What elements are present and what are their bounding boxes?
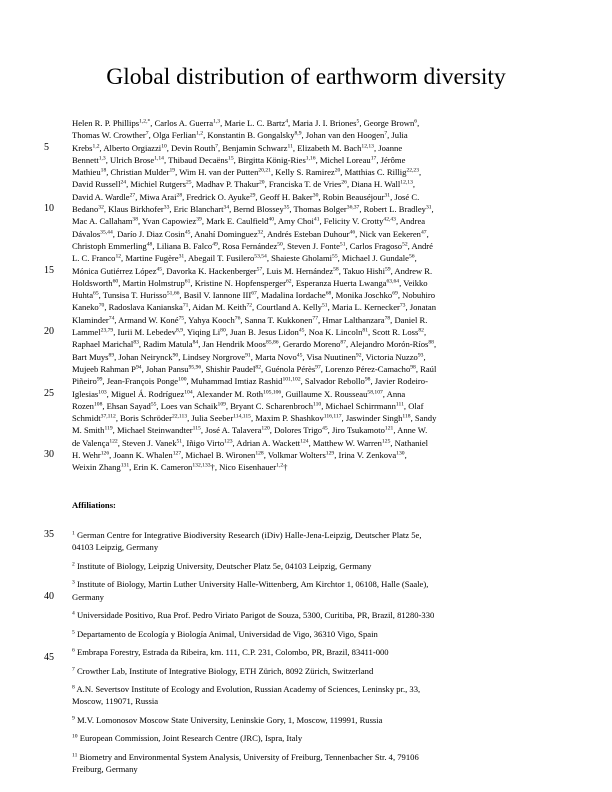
author-line: M. Smith$^{119}$, Michael Steinwandter$^{115}$, José A. Talavera$^{120}$, Dolores Trigo$^{45}$, Jiro Tsukamoto$^{121}$, Anne W. xyxy=(72,425,428,436)
affiliation-entry xyxy=(72,646,560,658)
author-line: Holdsworth$^{60}$, Martin Holmstrup$^{61}$, Kristine N. Hopfensperger$^{62}$, Esperanza Huerta Lwanga$^{63,64}$, Veikko xyxy=(72,277,428,288)
line-number: 25 xyxy=(44,387,54,399)
affiliation-line: $^9$ M.V. Lomonosov Moscow State University, Leninskie Gory, 1, Moscow, 119991, Russia xyxy=(72,714,383,725)
author-line: H. Wehr$^{126}$, Joann K. Whalen$^{127}$, Michael B. Wironen$^{128}$, Volkmar Wolters$^{129}$, Irina V. Zenkova$^{130}$, xyxy=(72,450,407,461)
author-line: David A. Wardle$^{27}$, Miwa Arai$^{28}$, Fredrick O. Ayuke$^{29}$, Geoff H. Baker$^{30}$, Robin Beauséjour$^{31}$, José C. xyxy=(72,191,420,202)
author-line: Bart Muys$^{89}$, Johan Neirynck$^{90}$, Lindsey Norgrove$^{91}$, Marta Novo$^{45}$, Visa Nuutinen$^{92}$, Victoria Nuzzo$^{93}$, xyxy=(72,351,426,362)
affiliation-line: $^5$ Departamento de Ecología y Biología Animal, Universidad de Vigo, 36310 Vigo, Spain xyxy=(72,628,378,639)
affiliation-line: Germany xyxy=(72,591,104,602)
affiliation-line: $^{10}$ European Commission, Joint Research Centre (JRC), Ispra, Italy xyxy=(72,733,303,744)
affiliation-list xyxy=(72,529,560,775)
author-line: de Valença$^{122}$, Steven J. Vanek$^{51}$, Iñigo Virto$^{123}$, Adrian A. Wackett$^{124}$, Matthew W. Warren$^{125}$, Nathaniel xyxy=(72,437,429,448)
author-line: Lammel$^{23,79}$, Iurii M. Lebedev$^{8,9}$, Yiqing Li$^{80}$, Juan B. Jesus Lidon$^{45}$, Noa K. Lincoln$^{81}$, Scott R. Loss$^{82}$, xyxy=(72,327,427,338)
affiliation-entry xyxy=(72,714,560,726)
author-line: David Russell$^{24}$, Michiel Rutgers$^{25}$, Madhav P. Thakur$^{20}$, Franciska T. de Vries$^{26}$, Diana H. Wall$^{12,13}$, xyxy=(72,179,416,190)
affiliation-line: 04103 Leipzig, Germany xyxy=(72,542,159,553)
author-line: Mac A. Callaham$^{38}$, Yvan Capowiez$^{39}$, Mark E. Caulfield$^{40}$, Amy Choi$^{41}$, Felicity V. Crotty$^{42,43}$, Andrea xyxy=(72,216,426,227)
line-number: 35 xyxy=(44,529,54,540)
author-line: Christoph Emmerling$^{48}$, Liliana B. Falco$^{49}$, Rosa Fernández$^{50}$, Steven J. Fonte$^{51}$, Carlos Fragoso$^{52}$, André xyxy=(72,240,433,251)
line-number: 30 xyxy=(44,449,54,461)
affiliation-entry xyxy=(72,732,560,744)
affiliation-line: $^3$ Institute of Biology, Martin Luther University Halle-Wittenberg, Am Kirchtor 1, 06108, Halle (Saale), xyxy=(72,579,429,590)
affiliation-line: $^1$ German Centre for Integrative Biodiversity Research (iDiv) Halle-Jena-Leipzig, Deutscher Platz 5e, xyxy=(72,530,422,540)
author-line: Huhta$^{65}$, Tunsisa T. Hurisso$^{51,66}$, Basil V. Iannone III$^{67}$, Madalina Iordache$^{68}$, Monika Joschko$^{69}$, Nobuhiro xyxy=(72,290,436,301)
affiliation-entry xyxy=(72,529,560,554)
author-line: Rozen$^{108}$, Ehsan Sayad$^{55}$, Loes van Schaik$^{109}$, Bryant C. Scharenbroch$^{110}$, Michael Schirrmann$^{111}$, Olaf xyxy=(72,400,424,411)
line-number: 20 xyxy=(44,326,54,338)
author-line: Helen R. P. Phillips$^{1,2,*}$, Carlos A. Guerra$^{1,3}$, Marie L. C. Bartz$^4$, Maria J. I. Briones$^5$, George Brown$^6$, xyxy=(72,118,420,128)
affiliation-line: $^6$ Embrapa Forestry, Estrada da Ribeira, km. 111, C.P. 231, Colombo, PR, Brazil, 83411-000 xyxy=(72,647,389,658)
author-line: Piñeiro$^{99}$, Jean-François Ponge$^{100}$, Muhammad Imtiaz Rashid$^{101,102}$, Salvador Rebollo$^{98}$, Javier Rodeiro- xyxy=(72,376,428,387)
affiliation-line: $^8$ A.N. Severtsov Institute of Ecology and Evolution, Russian Academy of Sciences, Leninsky pr., 33, xyxy=(72,683,421,694)
author-line: Thomas W. Crowther$^7$, Olga Ferlian$^{1,2}$, Konstantin B. Gongalsky$^{8,9}$, Johan van den Hoogen$^7$, Julia xyxy=(72,130,408,141)
author-line: Weixin Zhang$^{131}$, Erin K. Cameron$^{132,133}$†, Nico Eisenhauer$^{1,2}$† xyxy=(72,462,288,473)
affiliation-line: $^7$ Crowther Lab, Institute of Integrative Biology, ETH Zürich, 8092 Zürich, Switzerland xyxy=(72,665,374,676)
author-line: Bedano$^{32}$, Klaus Birkhofer$^{33}$, Eric Blanchart$^{34}$, Bernd Blossey$^{35}$, Thomas Bolger$^{36,37}$, Robert L. Bradley$^{31}$, xyxy=(72,204,434,215)
line-number: 5 xyxy=(44,141,49,153)
affiliation-line: Moscow, 119071, Russia xyxy=(72,696,159,707)
affiliation-entry xyxy=(72,751,560,776)
author-list xyxy=(72,117,560,474)
author-line: Dávalos$^{35,44}$, Darío J. Diaz Cosin$^{45}$, Anahí Dominguez$^{32}$, Andrés Esteban Duhour$^{46}$, Nick van Eekeren$^{47}$, xyxy=(72,228,429,239)
affiliation-line: $^2$ Institute of Biology, Leipzig University, Deutscher Platz 5e, 04103 Leipzig, Germany xyxy=(72,560,372,571)
author-line: Iglesias$^{103}$, Miguel Á. Rodríguez$^{104}$, Alexander M. Roth$^{105,106}$, Guillaume X. Rousseau$^{58,107}$, Anna xyxy=(72,388,406,399)
affiliation-line: Freiburg, Germany xyxy=(72,764,138,775)
line-number: 15 xyxy=(44,264,54,276)
author-line: Klaminder$^{74}$, Armand W. Koné$^{75}$, Yahya Kooch$^{76}$, Sanna T. Kukkonen$^{77}$, Hmar Lalthanzara$^{78}$, Daniel R. xyxy=(72,314,428,325)
line-number: 40 xyxy=(44,590,54,602)
affiliation-line: $^4$ Universidade Positivo, Rua Prof. Pedro Viriato Parigot de Souza, 5300, Curitiba, PR, Brazil, 81280-330 xyxy=(72,610,435,621)
author-line: L. C. Franco$^{12}$, Martine Fugère$^{31}$, Abegail T. Fusilero$^{53,54}$, Shaieste Gholami$^{55}$, Michael J. Gundale$^{56}$, xyxy=(72,253,417,264)
affiliation-entry xyxy=(72,609,560,621)
affiliation-entry xyxy=(72,665,560,677)
author-line: Mathieu$^{18}$, Christian Mulder$^{19}$, Wim H. van der Putten$^{20,21}$, Kelly S. Ramirez$^{20}$, Matthias C. Rillig$^{22,23}$, xyxy=(72,167,422,178)
author-line: Kaneko$^{70}$, Radoslava Kanianska$^{71}$, Aidan M. Keith$^{72}$, Courtland A. Kelly$^{51}$, Maria L. Kernecker$^{73}$, Jonatan xyxy=(72,302,437,313)
author-line: Bennett$^{1,3}$, Ulrich Brose$^{1,14}$, Thibaud Decaëns$^{15}$, Birgitta König-Ries$^{1,16}$, Michel Loreau$^{17}$, Jérôme xyxy=(72,154,406,165)
line-number: 45 xyxy=(44,652,54,663)
affiliations-heading: Affiliations: xyxy=(72,500,116,510)
affiliation-line: $^{11}$ Biometry and Environmental System Analysis, University of Freiburg, Tennenbacher Str. 4, 79106 xyxy=(72,751,419,762)
author-line: Schmidt$^{37,112}$, Boris Schröder$^{22,113}$, Julia Seeber$^{114,115}$, Maxim P. Shashkov$^{116,117}$, Jaswinder Singh$^{118}$, Sandy xyxy=(72,413,437,424)
author-line: Mujeeb Rahman $P^{94}$, Johan Pansu$^{95,96}$, Shishir Paudel$^{82}$, Guénola Pérès$^{97}$, Lorenzo Pérez-Camacho$^{98}$, Raúl xyxy=(72,363,437,374)
line-number: 10 xyxy=(44,203,54,215)
affiliation-entry xyxy=(72,628,560,640)
affiliation-entry xyxy=(72,560,560,572)
affiliation-entry xyxy=(72,578,560,603)
author-line: Mónica Gutiérrez López$^{45}$, Davorka K. Hackenberger$^{57}$, Luis M. Hernández$^{58}$, Takuo Hishi$^{59}$, Andrew R. xyxy=(72,265,433,276)
author-line: Krebs$^{1,2}$, Alberto Orgiazzi$^{10}$, Devin Routh$^7$, Benjamin Schwarz$^{11}$, Elizabeth M. Bach$^{12,13}$, Joanne xyxy=(72,142,403,153)
affiliation-entry xyxy=(72,683,560,708)
author-line: Raphael Marichal$^{83}$, Radim Matula$^{84}$, Jan Hendrik Moos$^{85,86}$, Gerardo Moreno$^{87}$, Alejandro Morón-Ríos$^{88}$, xyxy=(72,339,437,350)
paper-title: Global distribution of earthworm diversity xyxy=(106,64,506,90)
